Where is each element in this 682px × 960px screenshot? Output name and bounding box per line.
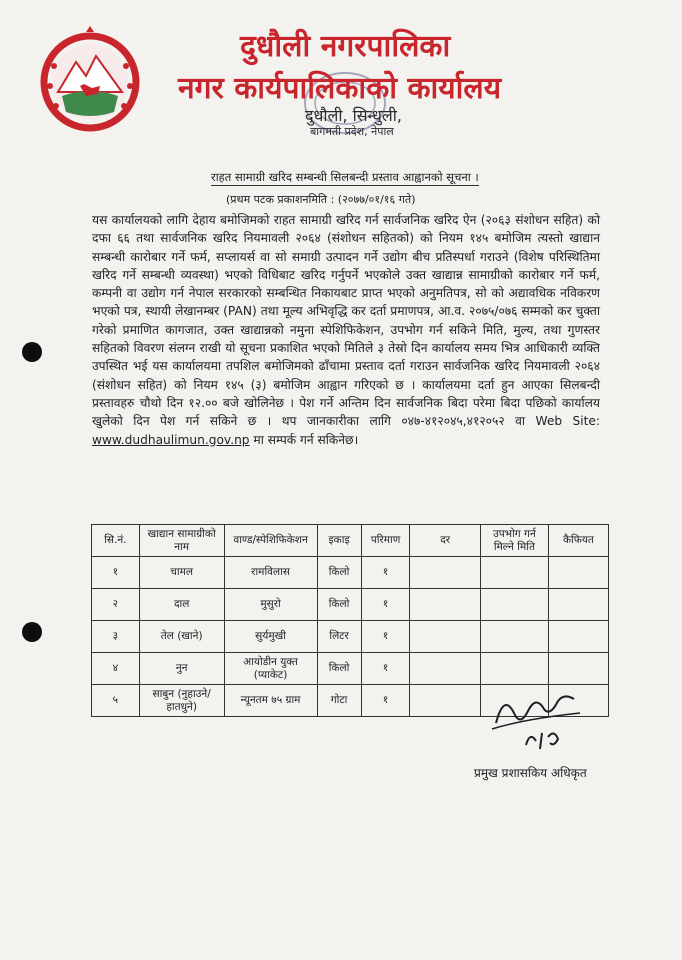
notice-body <box>92 211 600 449</box>
office-name: नगर कार्यपालिकाको कार्यालय <box>178 71 502 106</box>
cell-expiry <box>480 621 548 653</box>
cell-remarks <box>548 589 608 621</box>
cell-brand: आयोडीन युक्त (प्याकेट) <box>224 653 317 685</box>
header-expiry: उपभोग गर्न मिल्ने मिति <box>480 525 548 557</box>
cell-quantity: १ <box>361 621 410 653</box>
officer-title: प्रमुख प्रशासकिय अधिकृत <box>474 766 587 780</box>
cell-unit: किलो <box>317 557 361 589</box>
header-remarks: कैफियत <box>548 525 608 557</box>
cell-brand: न्यूनतम ७५ ग्राम <box>224 685 317 717</box>
cell-rate <box>410 589 480 621</box>
cell-item: साबुन (नुहाउने/ हातधुने) <box>139 685 224 717</box>
cell-brand: मुसुरो <box>224 589 317 621</box>
cell-rate <box>410 557 480 589</box>
table-row <box>92 557 609 589</box>
cell-remarks <box>548 557 608 589</box>
cell-serial: ३ <box>92 621 140 653</box>
cell-item: तेल (खाने) <box>139 621 224 653</box>
cell-item: नुन <box>139 653 224 685</box>
header-rate: दर <box>410 525 480 557</box>
address-line-2: बागमती प्रदेश, नेपाल <box>310 125 394 138</box>
header-serial: सि.नं. <box>92 525 140 557</box>
cell-expiry <box>480 557 548 589</box>
header-quantity: परिमाण <box>361 525 410 557</box>
table-row <box>92 653 609 685</box>
cell-serial: ४ <box>92 653 140 685</box>
cell-expiry <box>480 589 548 621</box>
cell-serial: ५ <box>92 685 140 717</box>
notice-body-end: मा सम्पर्क गर्न सकिनेछ। <box>249 432 359 447</box>
header-brand: वाण्ड/स्पेशिफिकेशन <box>224 525 317 557</box>
cell-unit: किलो <box>317 653 361 685</box>
cell-item: दाल <box>139 589 224 621</box>
cell-remarks <box>548 621 608 653</box>
cell-expiry <box>480 653 548 685</box>
cell-rate <box>410 685 480 717</box>
cell-serial: १ <box>92 557 140 589</box>
cell-rate <box>410 653 480 685</box>
website-link[interactable]: www.dudhaulimun.gov.np <box>92 432 250 447</box>
header-unit: इकाइ <box>317 525 361 557</box>
cell-serial: २ <box>92 589 140 621</box>
cell-remarks <box>548 653 608 685</box>
publication-date: (प्रथम पटक प्रकाशनमिति : (२०७७/०१/१६ गते) <box>226 193 416 206</box>
cell-brand: सुर्यमुखी <box>224 621 317 653</box>
nepal-emblem-logo-icon <box>40 26 140 142</box>
cell-quantity: १ <box>361 653 410 685</box>
cell-item: चामल <box>139 557 224 589</box>
cell-rate <box>410 621 480 653</box>
cell-quantity: १ <box>361 685 410 717</box>
header-item: खाद्यान सामाग्रीको नाम <box>139 525 224 557</box>
table-row <box>92 621 609 653</box>
punch-hole-bottom <box>22 622 42 642</box>
handwritten-signature-icon <box>484 683 594 753</box>
address-line-1: दुधौली, सिन्धुली, <box>305 106 402 125</box>
cell-quantity: १ <box>361 589 410 621</box>
cell-unit: लिटर <box>317 621 361 653</box>
cell-unit: किलो <box>317 589 361 621</box>
cell-quantity: १ <box>361 557 410 589</box>
org-name: दुधौली नगरपालिका <box>240 29 451 64</box>
notice-title: राहत सामाग्री खरिद सम्बन्धी सिलबन्दी प्रस्ताव आह्वानको सूचना । <box>211 170 479 184</box>
table-header-row <box>92 525 609 557</box>
table-row <box>92 589 609 621</box>
notice-body-text: यस कार्यालयको लागि देहाय बमोजिमको राहत सामाग्री खरिद गर्न सार्वजनिक खरिद ऐन (२०६३ संशोधन सहित) को दफा ६६ तथा सार्वजनिक खरिद नियमावली २०६४ (संशोधन सहितको) को नियम १४५ बमोजिम त्यस्तो खाद्यान सम्बन्धी कारोबार गर्ने फर्म, सप्लायर्स वा सो समाग्री उत्पादन गर्ने उद्योग बीच प्रतिस्पर्धा गराउने (विशेष परिस्थितिमा खरिद गर्ने सम्बन्धी व्यवस्था) भएको विधिबाट खरिद गर्नुपर्ने भएकोले उक्त खाद्यान्न सामाग्रीको कारोबार गर्ने फर्म, कम्पनी वा उद्योग गर्न नेपाल सरकारको सम्बन्धित निकायबाट प्राप्त भएको अनुमतिपत्र, सो को अद्यावधिक नविकरण भएको पत्र, स्थायी लेखानम्बर (PAN) तथा मूल्य अभिवृद्धि कर दर्ता प्रमाणपत्र, आ.व. २०७५/०७६ सम्मको कर चुक्ता गरेको प्रमाणित कागजात, उक्त खाद्यान्नको नमुना स्पेशिफिकेशन, उपभोग गर्न सकिने मिति, मुल्य, तथा गुणस्तर सहितको विवरण संलग्न राखी यो सूचना प्रकाशित भएको मितिले ३ तेस्रो दिन कार्यालय समय भित्र आधिकारी व्यक्ति उपस्थित भई यस कार्यालयमा तपशिल बमोजिमको ढाँचामा प्रस्ताव दर्ता गराउन सार्वजनिक खरिद नियमावली २०६४ (संशोधन सहित) को नियम १४५ (३) बमोजिम आह्वान गरिएको छ । कार्यालयमा दर्ता हुन आएका सिलबन्दी प्रस्तावहरु चौथो दिन १२.०० बजे खोलिनेछ । पेश गर्ने अन्तिम दिन सार्वजनिक बिदा परेमा बिदा पछिको कार्यालय खुलेको दिन पेश गर्न सकिने छ । थप जानकारीका लागि ०४७-४१२०४५,४१२०५२ वा Web Site: <box>92 213 600 429</box>
cell-unit: गोटा <box>317 685 361 717</box>
punch-hole-top <box>22 342 42 362</box>
cell-brand: रामविलास <box>224 557 317 589</box>
